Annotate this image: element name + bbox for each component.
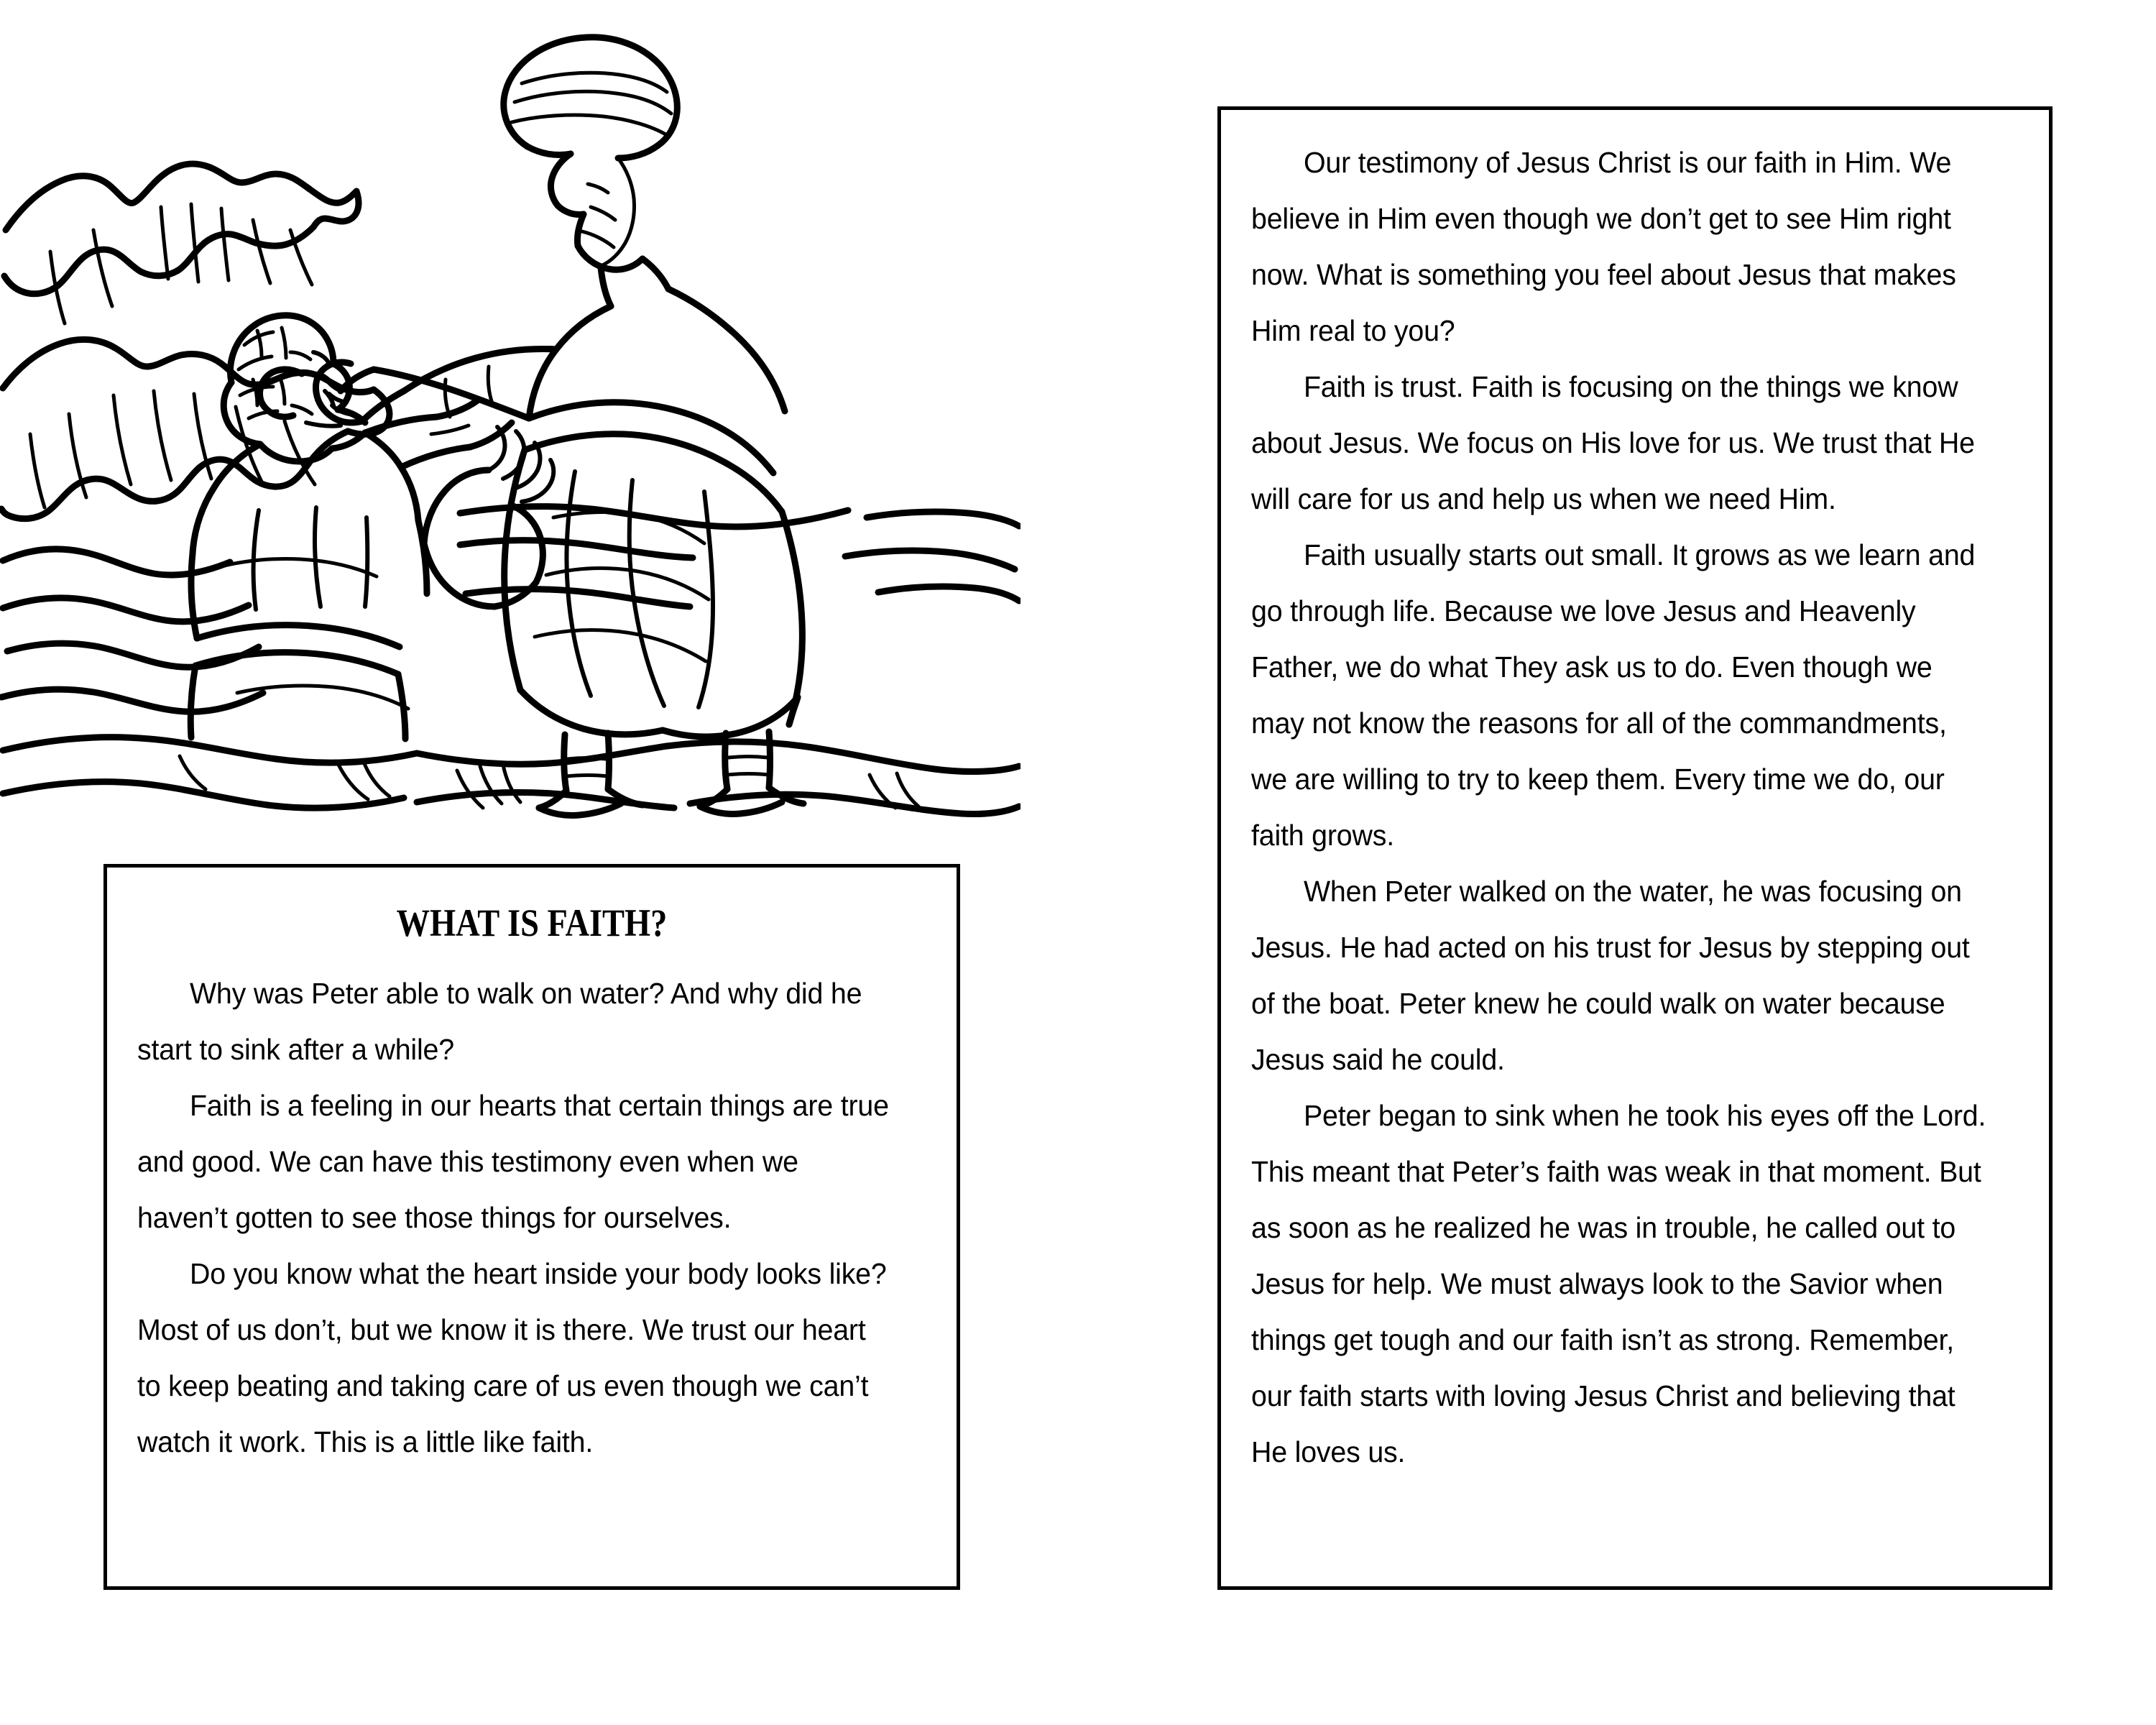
paragraph: Peter began to sink when he took his eyes off the Lord. This meant that Peter’s faith was weak in that moment. But as soon as he realized he was in trouble, he called out to Jesus for help. We must always look to the Savior when things get tough and our faith isn’t as strong. Remember, our faith starts with loving Jesus Christ and believing that He loves us. <box>1251 1099 1986 1468</box>
left-box-body <box>137 965 926 1470</box>
what-is-faith-callout-box <box>103 864 960 1590</box>
page-title: WHAT IS FAITH? <box>396 901 668 944</box>
main-article-box <box>1217 106 2053 1590</box>
paragraph: Our testimony of Jesus Christ is our faith in Him. We believe in Him even though we don’t get to see Him right now. What is something you feel about Jesus that makes Him real to you? <box>1251 146 1956 347</box>
right-box-body <box>1251 134 2019 1480</box>
wave-crest-upper-left <box>4 164 359 323</box>
right-box-content <box>1221 110 2049 1586</box>
paragraph: Faith usually starts out small. It grows as we learn and go through life. Because we love Jesus and Heavenly Father, we do what They ask us to do. Even though we may not know the reasons for all of the commandments, we are willing to try to keep them. Every time we do, our faith grows. <box>1251 538 1976 852</box>
illustration-jesus-and-peter <box>0 14 1021 819</box>
water-foreground <box>3 737 1019 814</box>
paragraph: Why was Peter able to walk on water? And why did he start to sink after a while? <box>137 977 862 1066</box>
paragraph: Do you know what the heart inside your body looks like? Most of us don’t, but we know it is there. We trust our heart to keep beating and taking care of us even though we can’t watch it work. This is a little like faith. <box>137 1257 887 1458</box>
paragraph: Faith is trust. Faith is focusing on the things we know about Jesus. We focus on His love for us. We trust that He will care for us and help us when we need Him. <box>1251 370 1975 515</box>
paragraph: When Peter walked on the water, he was focusing on Jesus. He had acted on his trust for Jesus by stepping out of the boat. Peter knew he could walk on water because Jesus said he could. <box>1251 875 1970 1076</box>
paragraph: Faith is a feeling in our hearts that certain things are true and good. We can have this testimony even when we haven’t gotten to see those things for ourselves. <box>137 1089 889 1234</box>
line-art-svg <box>0 14 1021 819</box>
left-box-content <box>107 868 957 1586</box>
